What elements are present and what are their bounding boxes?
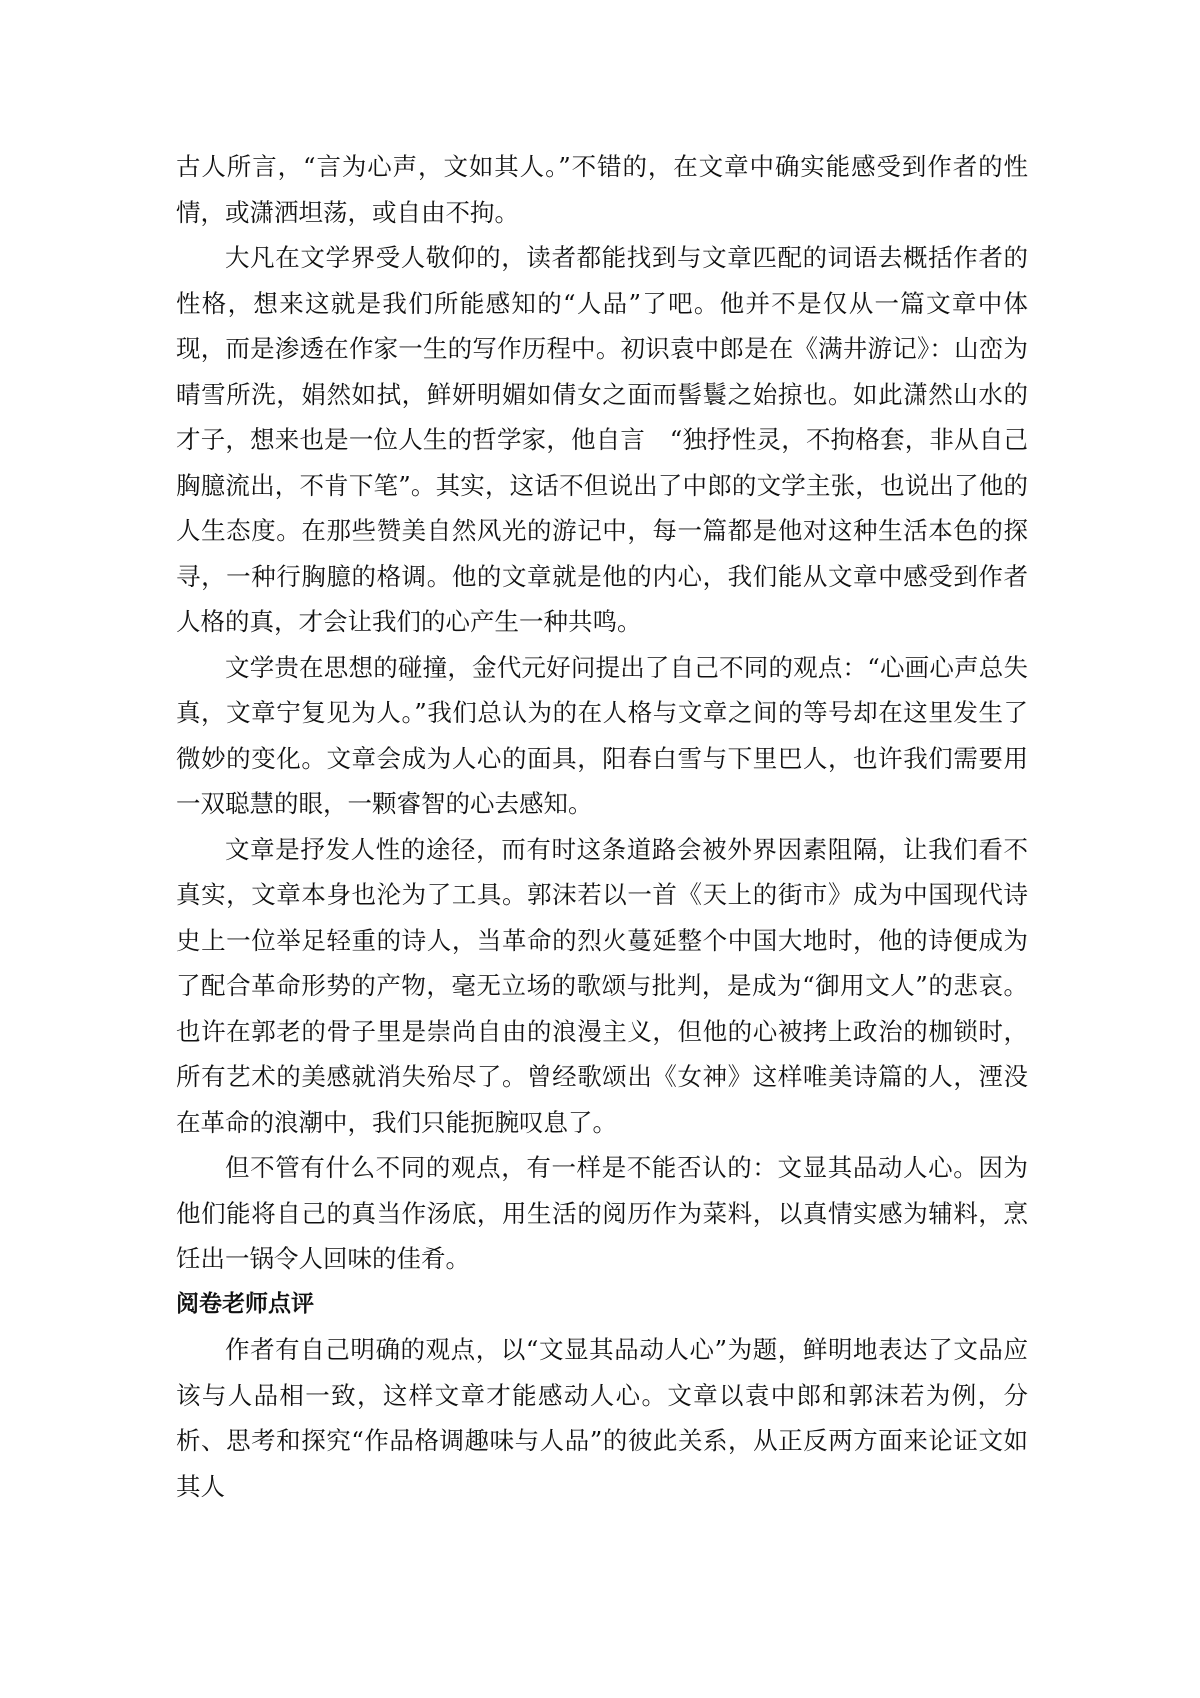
essay-paragraph-1: 古人所言，“言为心声，文如其人。”不错的，在文章中确实能感受到作者的性情，或潇洒坦荡，或自由不拘。 bbox=[176, 152, 1028, 227]
essay-paragraph-4: 文章是抒发人性的途径，而有时这条道路会被外界因素阻隔，让我们看不真实，文章本身也沦为了工具。郭沫若以一首《天上的街市》成为中国现代诗史上一位举足轻重的诗人，当革命的烈火蔓延整个中国大地时，他的诗便成为了配合革命形势的产物，毫无立场的歌颂与批判，是成为“御用文人”的悲哀。也许在郭老的骨子里是崇尚自由的浪漫主义，但他的心被拷上政治的枷锁时，所有艺术的美感就消失殆尽了。曾经歌颂出《女神》这样唯美诗篇的人，湮没在革命的浪潮中，我们只能扼腕叹息了。 bbox=[176, 834, 1028, 1137]
essay-paragraph-2: 大凡在文学界受人敬仰的，读者都能找到与文章匹配的词语去概括作者的性格，想来这就是我们所能感知的“人品”了吧。他并不是仅从一篇文章中体现，而是渗透在作家一生的写作历程中。初识袁中郎是在《满井游记》：山峦为晴雪所洗，娟然如拭，鲜妍明媚如倩女之面而髻鬟之始掠也。如此潇然山水的才子，想来也是一位人生的哲学家，他自言 “独抒性灵，不拘格套，非从自己胸臆流出，不肯下笔”。其实，这话不但说出了中郎的文学主张，也说出了他的人生态度。在那些赞美自然风光的游记中，每一篇都是他对这种生活本色的探寻，一种行胸臆的格调。他的文章就是他的内心，我们能从文章中感受到作者人格的真，才会让我们的心产生一种共鸣。 bbox=[176, 243, 1028, 636]
essay-paragraph-3: 文学贵在思想的碰撞，金代元好问提出了自己不同的观点：“心画心声总失真，文章宁复见为人。”我们总认为的在人格与文章之间的等号却在这里发生了微妙的变化。文章会成为人心的面具，阳春白雪与下里巴人，也许我们需要用一双聪慧的眼，一颗睿智的心去感知。 bbox=[176, 652, 1028, 818]
document-body bbox=[176, 144, 1028, 1509]
review-heading: 阅卷老师点评 bbox=[176, 1290, 314, 1317]
review-paragraph: 作者有自己明确的观点，以“文显其品动人心”为题，鲜明地表达了文品应该与人品相一致，这样文章才能感动人心。文章以袁中郎和郭沫若为例，分析、思考和探究“作品格调趣味与人品”的彼此关系，从正反两方面来论证文如其人 bbox=[176, 1335, 1028, 1501]
essay-paragraph-5: 但不管有什么不同的观点，有一样是不能否认的：文显其品动人心。因为他们能将自己的真当作汤底，用生活的阅历作为菜料，以真情实感为辅料，烹饪出一锅令人回味的佳肴。 bbox=[176, 1153, 1028, 1273]
